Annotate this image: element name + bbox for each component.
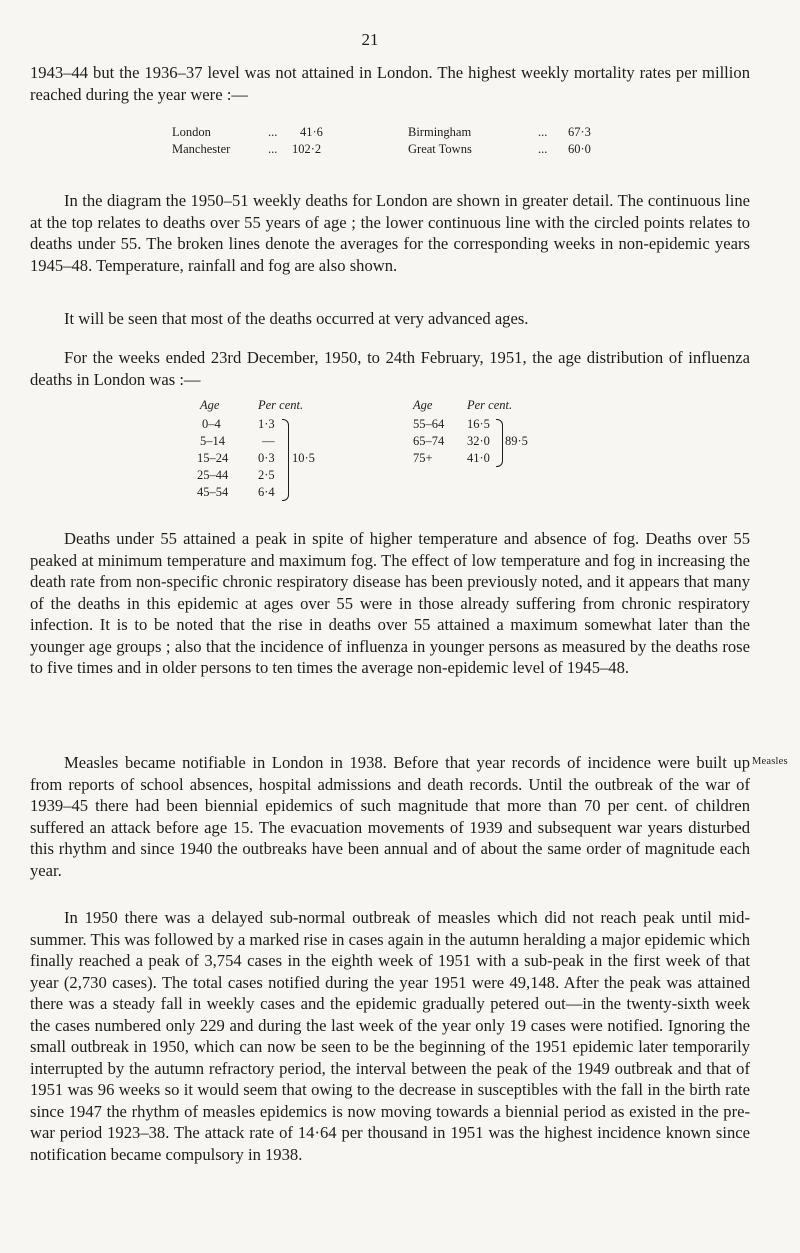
rate-value: 102·2	[292, 142, 322, 156]
age-group: 75+	[413, 451, 433, 465]
paragraph-measles-1950: In 1950 there was a delayed sub-normal outbreak of measles which did not reach peak until mid-summer. This was followed by a marked rise in cases again in the autumn heralding a major epidemic which finally reached a peak of 3,754 cases in the eighth week of 1951 with a sub-peak in the first week of that year (2,730 cases). The total cases notified during the year 1951 were 49,148. After the peak was attained there was a steady fall in weekly cases and the epidemic gradually petered out—in the twenty-sixth week the cases numbered only 229 and during the last week of the year only 19 cases were notified. Ignoring the small outbreak in 1950, which can now be seen to be the beginning of the 1951 epidemic later temporarily interrupted by the autumn refractory period, the interval between the peak of the 1949 outbreak and that of 1951 was 96 weeks so it would seem that owing to the decrease in susceptibles with the fall in the birth rate since 1947 the rhythm of measles epidemics is now moving towards a biennial period as existed in the pre-war period 1923–38. The attack rate of 14·64 per thousand in 1951 was the highest incidence known since notification became compulsory in 1938.	[30, 908, 750, 1164]
age-group: 0–4	[202, 417, 221, 431]
leader-dots: ...	[538, 142, 548, 156]
mortality-row	[30, 124, 750, 141]
place-name: Manchester	[172, 142, 231, 156]
paragraph-advanced-ages: It will be seen that most of the deaths occurred at very advanced ages.	[64, 309, 529, 328]
age-group: 65–74	[413, 434, 445, 448]
rate-value: 67·3	[568, 125, 591, 139]
paragraph-diagram: In the diagram the 1950–51 weekly deaths for London are shown in greater detail. The continuous line at the top relates to deaths over 55 years of age ; the lower continuous line with the circled points relates to deaths under 55. The broken lines denote the averages for the corresponding weeks in non-epidemic years 1945–48. Temperature, rainfall and fog are also shown.	[30, 191, 750, 275]
percent-value: 32·0	[467, 434, 490, 448]
percent-value: 16·5	[467, 417, 490, 431]
age-group: 5–14	[200, 434, 225, 448]
left-brace	[282, 419, 289, 501]
percent-value: —	[262, 434, 275, 448]
header-percent: Per cent.	[258, 398, 304, 412]
paragraph-age-distribution: For the weeks ended 23rd December, 1950, to 24th February, 1951, the age distribution of influenza deaths in London was :—	[30, 348, 750, 389]
header-age: Age	[200, 398, 220, 412]
place-name: Birmingham	[408, 125, 472, 139]
margin-note-measles: Measles	[752, 756, 788, 767]
mortality-table	[30, 124, 750, 158]
percent-value: 6·4	[258, 485, 275, 499]
header-age: Age	[413, 398, 433, 412]
place-name: Great Towns	[408, 142, 472, 156]
age-group: 15–24	[197, 451, 229, 465]
rate-value: 60·0	[568, 142, 591, 156]
percent-value: 1·3	[258, 417, 275, 431]
paragraph-deaths-analysis: Deaths under 55 attained a peak in spite of higher temperature and absence of fog. Deaths over 55 peaked at minimum temperature and maximum fog. The effect of low temperature and fog in increasing the death rate from non-specific chronic respiratory disease has been previously noted, and it appears that many of the deaths in this epidemic at ages over 55 were in those already suffering from chronic respiratory infection. It is to be noted that the rise in deaths over 55 attained a maximum somewhat later than the younger age groups ; also that the incidence of influenza in younger persons as measured by the deaths rose to five times and in older persons to ten times the average non-epidemic level of 1945–48.	[30, 529, 750, 677]
paragraph-measles-history: Measles became notifiable in London in 1938. Before that year records of incidence were built up from reports of school absences, hospital admissions and death records. Until the outbreak of the war of 1939–45 there had been biennial epidemics of such magnitude that more than 70 per cent. of children suffered an attack before age 15. The evacuation movements of 1939 and subsequent war years disturbed this rhythm and since 1940 the outbreaks have been annual and of about the same order of magnitude each year.	[30, 753, 750, 880]
right-brace	[496, 419, 503, 467]
rate-value: 41·6	[300, 125, 323, 139]
place-name: London	[172, 125, 211, 139]
page-number: 21	[361, 30, 379, 49]
leader-dots: ...	[268, 125, 278, 139]
percent-value: 2·5	[258, 468, 275, 482]
age-group: 25–44	[197, 468, 229, 482]
leader-dots: ...	[538, 125, 548, 139]
age-group: 55–64	[413, 417, 445, 431]
leader-dots: ...	[268, 142, 278, 156]
paragraph-continuation: 1943–44 but the 1936–37 level was not attained in London. The highest weekly mortality rates per million reached during the year were :—	[30, 63, 750, 104]
mortality-row	[30, 141, 750, 158]
age-distribution-table	[30, 398, 750, 518]
percent-value: 41·0	[467, 451, 490, 465]
header-percent: Per cent.	[467, 398, 513, 412]
left-total: 10·5	[292, 451, 315, 465]
age-group: 45–54	[197, 485, 229, 499]
percent-value: 0·3	[258, 451, 275, 465]
right-total: 89·5	[505, 434, 528, 448]
